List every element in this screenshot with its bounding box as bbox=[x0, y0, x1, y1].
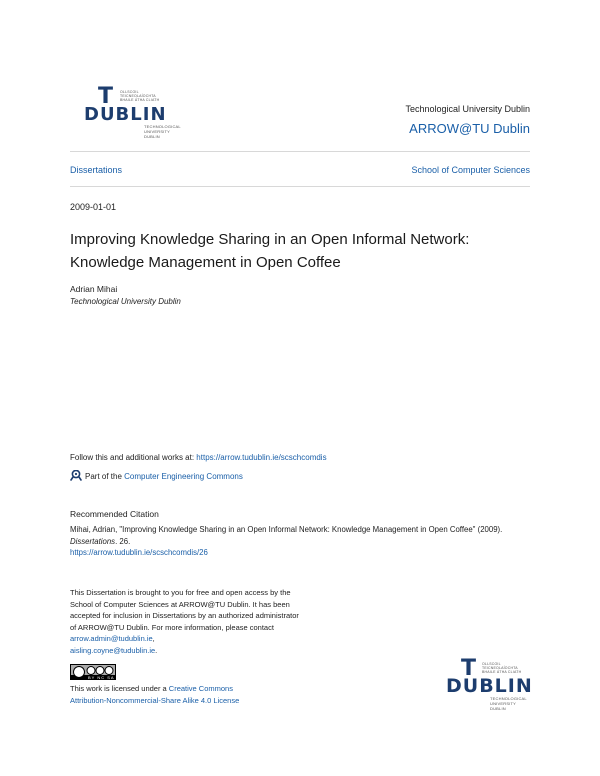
author-affiliation: Technological University Dublin bbox=[70, 297, 181, 306]
cc-license-badge[interactable] bbox=[70, 664, 116, 680]
email-coyne-link[interactable]: aisling.coyne@tudublin.ie bbox=[70, 645, 156, 655]
header-divider bbox=[70, 151, 530, 152]
repository-link[interactable]: ARROW@TU Dublin bbox=[409, 121, 530, 136]
institution-name: Technological University Dublin bbox=[405, 104, 530, 114]
citation-url-link[interactable]: https://arrow.tudublin.ie/scschcomdis/26 bbox=[70, 548, 208, 557]
tu-dublin-footer-logo bbox=[446, 656, 536, 711]
nav-divider bbox=[70, 186, 530, 187]
cc-link-line2[interactable]: Attribution-Noncommercial-Share Alike 4.0 License bbox=[70, 695, 240, 705]
license-prefix: This work is licensed under a bbox=[70, 684, 169, 693]
logo-main-text: DUBLIN bbox=[84, 104, 167, 125]
nav-school-link[interactable]: School of Computer Sciences bbox=[411, 165, 530, 175]
logo-subtitle: TECHNOLOGICAL UNIVERSITY DUBLIN bbox=[144, 124, 181, 139]
follow-prefix: Follow this and additional works at: bbox=[70, 453, 197, 462]
citation-heading: Recommended Citation bbox=[70, 509, 159, 519]
author-name: Adrian Mihai bbox=[70, 284, 118, 294]
footer-logo-t-letter: T bbox=[461, 656, 477, 681]
footer-logo-subtitle: TECHNOLOGICAL UNIVERSITY DUBLIN bbox=[490, 696, 527, 711]
network-icon bbox=[70, 470, 83, 481]
footer-logo-top-text: OLLSCOIL TEICNEOLAÍOCHTA BHAILE ÁTHA CLIATH bbox=[482, 662, 522, 674]
collection-url-link[interactable]: https://arrow.tudublin.ie/scschcomdis bbox=[196, 453, 327, 462]
publication-date: 2009-01-01 bbox=[70, 202, 117, 212]
notice-text: This Dissertation is brought to you for free and open access by the School of Computer Sciences at ARROW@TU Dublin. It has been accepted for inclusion in Dissertations by an authorized administrator of ARROW@TU Dublin. For more information, please contact bbox=[70, 588, 299, 632]
nav-dissertations-link[interactable]: Dissertations bbox=[70, 165, 123, 175]
access-notice: This Dissertation is brought to you for free and open access by the School of Computer Sciences at ARROW@TU Dublin. It has been accepted for inclusion in Dissertations by an authorized administrator of ARROW@TU Dublin. For more information, please contact arrow.admin@tudublin.ie, aisling.coyne@tudublin.ie. bbox=[70, 588, 299, 655]
cc-link-line1[interactable]: Creative Commons bbox=[168, 684, 233, 693]
commons-link[interactable]: Computer Engineering Commons bbox=[124, 472, 243, 481]
citation-text: Mihai, Adrian, "Improving Knowledge Sharing in an Open Informal Network: Knowledge Management in Open Coffee" (2009). bbox=[70, 525, 503, 534]
part-of-line bbox=[70, 470, 243, 483]
follow-line bbox=[70, 452, 327, 463]
cc-badge-label: BY NC SA bbox=[88, 675, 115, 680]
email-admin-link[interactable]: arrow.admin@tudublin.ie bbox=[70, 634, 153, 643]
license-statement bbox=[70, 683, 330, 706]
logo-t-letter: T bbox=[98, 84, 114, 109]
citation-text-end: . 26. bbox=[115, 536, 131, 546]
part-of-prefix: Part of the bbox=[85, 472, 125, 481]
logo-top-text: OLLSCOIL TEICNEOLAÍOCHTA BHAILE ÁTHA CLIATH bbox=[120, 90, 160, 102]
footer-logo-main-text: DUBLIN bbox=[446, 675, 533, 697]
citation-series: Dissertations bbox=[70, 536, 116, 546]
page-title: Improving Knowledge Sharing in an Open Informal Network: Knowledge Management in Open Coffee bbox=[70, 231, 470, 271]
citation-body bbox=[70, 524, 530, 559]
tu-dublin-logo bbox=[84, 84, 181, 139]
